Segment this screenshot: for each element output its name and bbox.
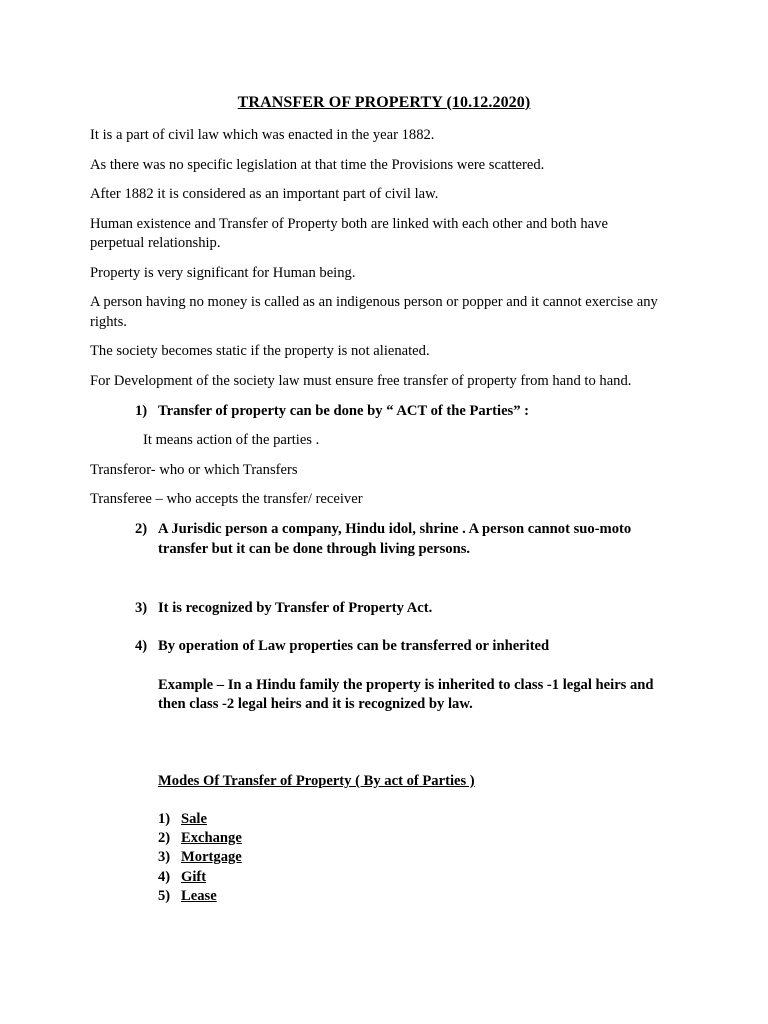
mode-label: Gift: [181, 869, 207, 885]
point-note: It means action of the parties .: [143, 432, 320, 448]
mode-label: Sale: [181, 811, 207, 827]
paragraph: As there was no specific legislation at that time the Provisions were scattered.: [90, 157, 545, 173]
numbered-point-3: [135, 599, 432, 618]
mode-label: Mortgage: [181, 849, 242, 865]
document-title: TRANSFER OF PROPERTY (10.12.2020): [237, 94, 531, 111]
paragraph-continuation: rights.: [90, 314, 127, 330]
point-text: By operation of Law properties can be transferred or inherited: [158, 638, 550, 654]
list-number: 2): [158, 830, 171, 846]
mode-label: Lease: [181, 888, 217, 904]
numbered-point-1: [135, 402, 529, 421]
numbered-point-4: [135, 637, 549, 656]
list-number: 2): [135, 521, 148, 537]
list-number: 4): [135, 638, 148, 654]
list-number: 1): [135, 403, 148, 419]
paragraph: It is a part of civil law which was enacted in the year 1882.: [90, 127, 435, 143]
example-continuation: then class -2 legal heirs and it is recognized by law.: [158, 696, 473, 712]
list-item: [158, 848, 242, 867]
point-text: Transfer of property can be done by “ ACT of the Parties” :: [158, 403, 530, 419]
list-item: [158, 810, 207, 829]
paragraph: For Development of the society law must ensure free transfer of property from hand to hand.: [90, 373, 632, 389]
paragraph: A person having no money is called as an indigenous person or popper and it cannot exercise any: [90, 294, 658, 310]
list-number: 5): [158, 888, 171, 904]
point-continuation: transfer but it can be done through living persons.: [158, 541, 471, 557]
paragraph-continuation: perpetual relationship.: [90, 235, 221, 251]
list-item: [158, 887, 217, 906]
paragraph: The society becomes static if the property is not alienated.: [90, 343, 430, 359]
list-item: [158, 868, 206, 887]
numbered-point-2: [135, 520, 631, 539]
definition-transferor: Transferor- who or which Transfers: [90, 462, 298, 478]
modes-heading: Modes Of Transfer of Property ( By act of Parties ): [158, 773, 475, 789]
paragraph: After 1882 it is considered as an important part of civil law.: [90, 186, 439, 202]
example-text: Example – In a Hindu family the property is inherited to class -1 legal heirs and: [158, 677, 654, 693]
list-number: 3): [158, 849, 171, 865]
list-number: 1): [158, 811, 171, 827]
mode-label: Exchange: [181, 830, 242, 846]
point-text: It is recognized by Transfer of Property Act.: [158, 600, 433, 616]
paragraph: Human existence and Transfer of Property both are linked with each other and both have: [90, 216, 608, 232]
definition-transferee: Transferee – who accepts the transfer/ receiver: [90, 491, 363, 507]
point-text: A Jurisdic person a company, Hindu idol, shrine . A person cannot suo-moto: [158, 521, 632, 537]
list-item: [158, 829, 242, 848]
list-number: 4): [158, 869, 171, 885]
list-number: 3): [135, 600, 148, 616]
paragraph: Property is very significant for Human being.: [90, 265, 356, 281]
